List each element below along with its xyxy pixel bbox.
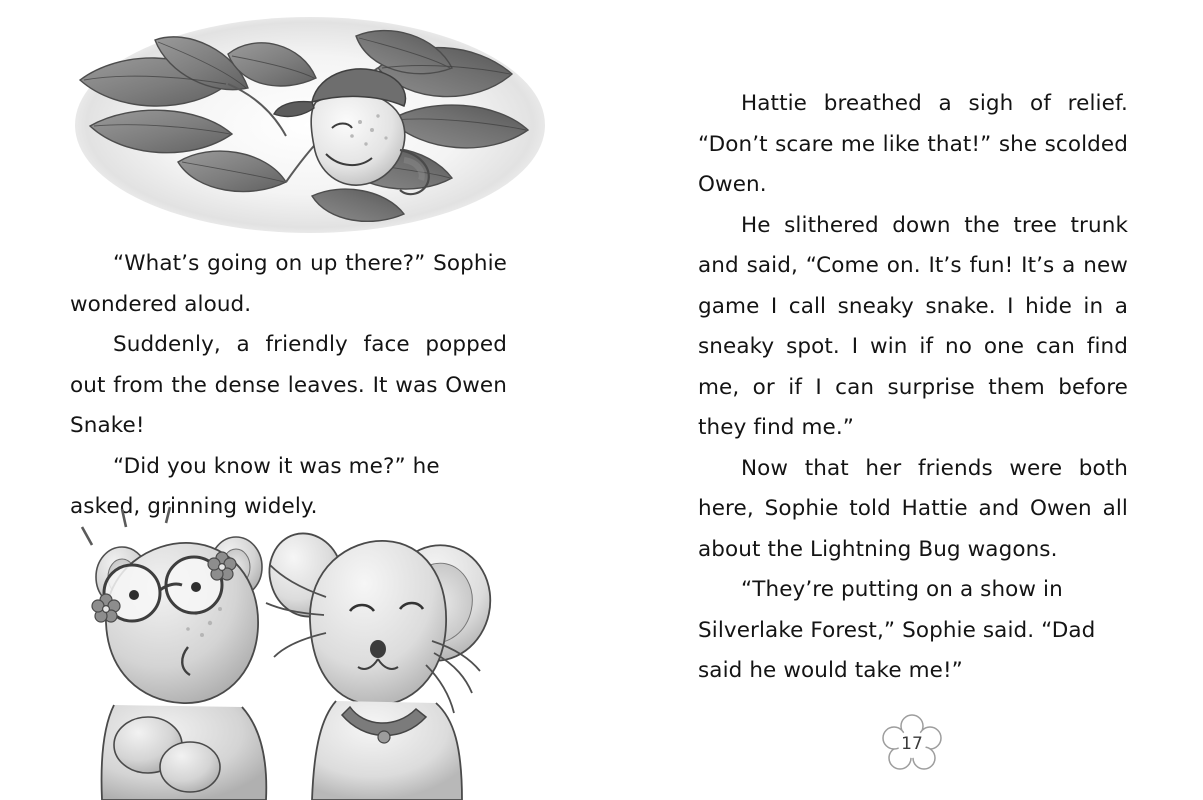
right-page <box>690 0 1140 800</box>
paragraph: Now that her friends were both here, Sophie told Hattie and Owen all about the Lightning Bug wagons. <box>698 455 1128 562</box>
sophie-and-hattie-mice-illustration <box>70 505 560 800</box>
paragraph: “What’s going on up there?” Sophie wondered aloud. <box>70 251 507 317</box>
paragraph: “They’re putting on a show in Silverlake Forest,” Sophie said. “Dad said he would take me!” <box>698 577 1096 683</box>
owen-snake-peeking-through-leaves-illustration <box>60 10 560 240</box>
left-page-text <box>70 244 507 528</box>
right-page-text <box>698 84 1128 692</box>
paragraph: Hattie breathed a sigh of relief. “Don’t scare me like that!” she scolded Owen. <box>698 91 1128 197</box>
paragraph: “Did you know it was me?” he asked, grinning widely. <box>70 453 440 519</box>
page-number-ornament <box>880 712 944 776</box>
left-page <box>60 0 560 800</box>
paragraph: He slithered down the tree trunk and said, “Come on. It’s fun! It’s a new game I call sneaky snake. I hide in a sneaky spot. I win if no one can find me, or if I can surprise them before they find me.” <box>698 212 1128 440</box>
page-number: 17 <box>901 734 923 754</box>
paragraph: Suddenly, a friendly face popped out from the dense leaves. It was Owen Snake! <box>70 332 507 438</box>
